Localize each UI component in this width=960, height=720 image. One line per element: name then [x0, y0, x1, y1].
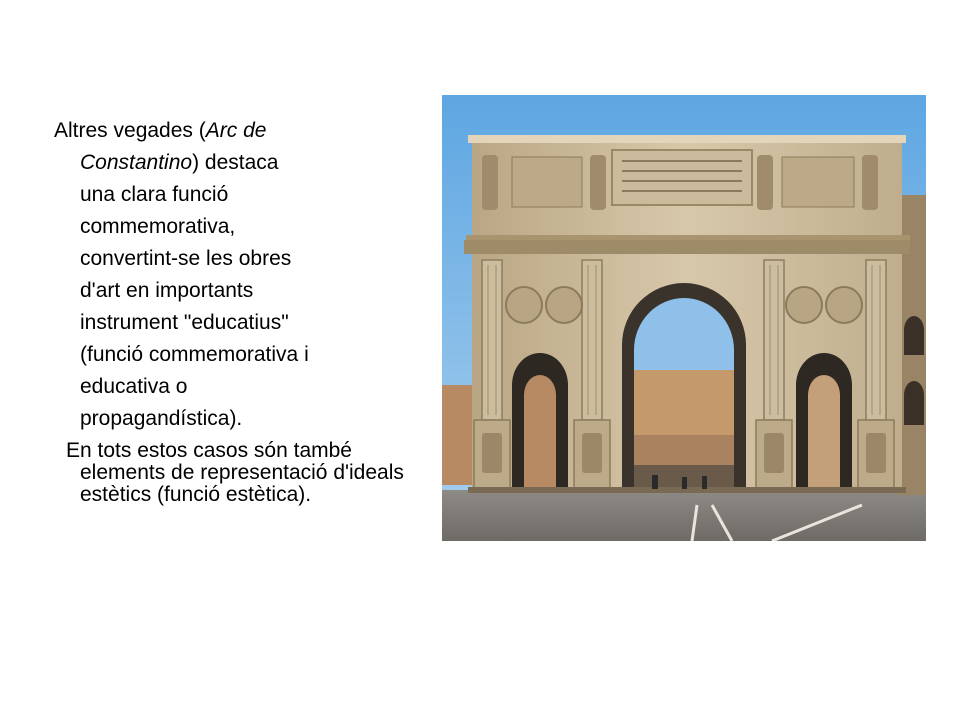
paragraph2: En tots estos casos són també elements de representació d'ideals estètics (funció estètica).	[66, 439, 404, 506]
paragraph1-line-2: Constantino) destaca	[80, 151, 279, 174]
paragraph1-line-6: d'art en importants	[80, 279, 254, 302]
paragraph1-line-9: educativa o	[80, 375, 188, 398]
arch-photo	[442, 95, 926, 541]
paragraph1-line-3: una clara funció	[80, 183, 229, 206]
paragraph1-line-7: instrument "educatius"	[80, 311, 289, 334]
paragraph1-line-5: convertint-se les obres	[80, 247, 292, 270]
arch-illustration	[442, 95, 926, 541]
text-block	[0, 0, 440, 720]
paragraph1-line-1: Altres vegades (Arc de	[54, 119, 267, 142]
paragraph1-line-10: propagandística).	[80, 407, 243, 430]
paragraph1-line-8: (funció commemorativa i	[80, 343, 309, 366]
paragraph1-line-4: commemorativa,	[80, 215, 236, 238]
